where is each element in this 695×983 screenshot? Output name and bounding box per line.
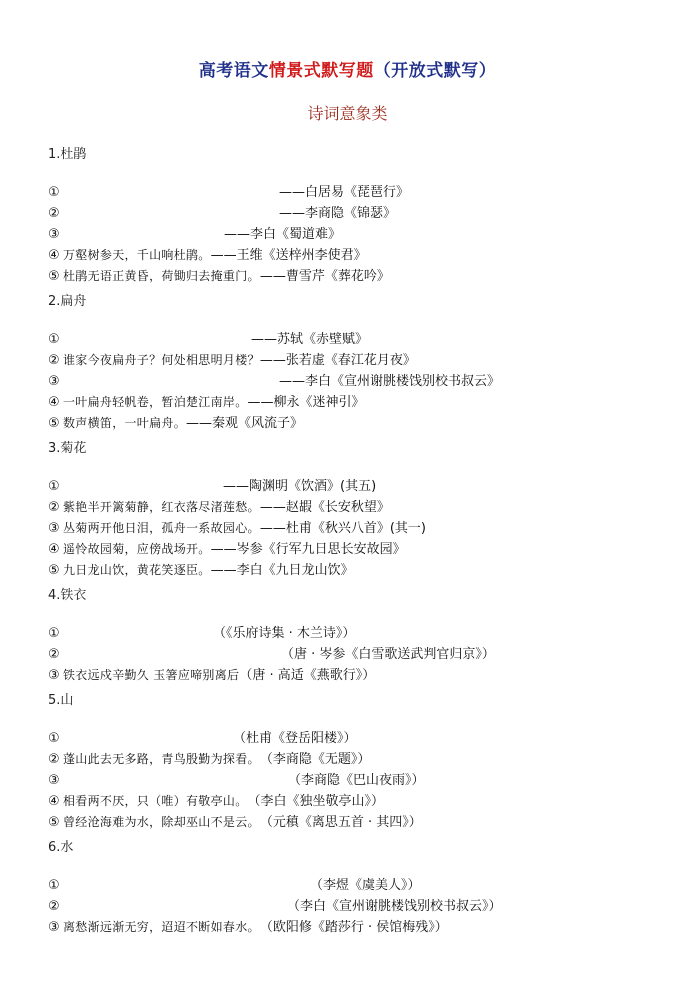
poem-quote: 一叶扁舟轻帆卷，暂泊楚江南岸。: [63, 395, 248, 409]
attribution: ——陶渊明《饮酒》(其五): [223, 479, 377, 494]
attribution: （李白《宣州谢朓楼饯别校书叔云》）: [287, 899, 502, 914]
title-part-1: 高考语文: [198, 61, 269, 81]
section-bianzhou: [48, 292, 678, 434]
poem-quote: 谁家今夜扁舟子？何处相思明月楼？: [63, 353, 260, 367]
section-tieyi: [48, 586, 678, 686]
attribution: （杜甫《登岳阳楼》）: [233, 731, 357, 746]
answer-line: [48, 623, 678, 644]
attribution: ——赵嘏《长安秋望》: [259, 500, 390, 515]
answer-line: [48, 329, 678, 350]
answer-line: [48, 791, 678, 812]
item-number: ④: [48, 248, 60, 263]
attribution: ——李白《宣州谢朓楼饯别校书叔云》: [279, 374, 501, 389]
title-part-2: 情景式默写题: [268, 61, 374, 81]
section-heading: 2.扁舟: [48, 294, 87, 309]
item-number: ③: [48, 773, 60, 788]
attribution: ——王维《送梓州李使君》: [210, 248, 367, 263]
item-number: ①: [48, 878, 60, 893]
answer-line: [48, 224, 678, 245]
section-heading: 4.铁衣: [48, 588, 87, 603]
item-number: ③: [48, 920, 60, 935]
answer-line: [48, 518, 678, 539]
poem-quote: 杜鹃无语正黄昏，荷锄归去掩重门。: [63, 269, 260, 283]
section-heading: 5.山: [48, 693, 74, 708]
answer-line: [48, 749, 678, 770]
item-number: ②: [48, 353, 60, 368]
item-number: ③: [48, 668, 60, 683]
attribution: ——白居易《琵琶行》: [279, 185, 410, 200]
item-number: ④: [48, 794, 60, 809]
attribution: （李商隐《巴山夜雨》）: [288, 773, 425, 788]
poem-quote: 相看两不厌，只（唯）有敬亭山。: [63, 794, 248, 808]
answer-line: [48, 560, 678, 581]
poem-quote: 紫艳半开篱菊静，红衣落尽渚莲愁。: [63, 500, 260, 514]
item-number: ②: [48, 752, 60, 767]
item-number: ⑤: [48, 416, 60, 431]
item-number: ②: [48, 206, 60, 221]
item-number: ⑤: [48, 269, 60, 284]
item-number: ①: [48, 332, 60, 347]
answer-line: [48, 644, 678, 665]
answer-line: [48, 182, 678, 203]
item-number: ①: [48, 185, 60, 200]
item-number: ②: [48, 500, 60, 515]
attribution: （唐 · 高适《燕歌行》）: [239, 668, 376, 683]
attribution: ——李商隐《锦瑟》: [279, 206, 397, 221]
answer-line: [48, 266, 678, 287]
answer-line: [48, 371, 678, 392]
item-number: ④: [48, 395, 60, 410]
answer-line: [48, 350, 678, 371]
section-dujuan: [48, 145, 678, 287]
item-number: ③: [48, 521, 60, 536]
answer-line: [48, 539, 678, 560]
attribution: ——秦观《风流子》: [186, 416, 304, 431]
answer-line: [48, 812, 678, 833]
answer-line: [48, 728, 678, 749]
page-title: [0, 56, 695, 81]
poem-quote: 曾经沧海难为水，除却巫山不是云。: [63, 815, 260, 829]
section-juhua: [48, 439, 678, 581]
poem-quote: 万壑树参天，千山响杜鹃。: [63, 248, 211, 262]
answer-line: [48, 917, 678, 938]
attribution: ——李白《九日龙山饮》: [210, 563, 354, 578]
answer-line: [48, 665, 678, 686]
answer-line: [48, 392, 678, 413]
item-number: ③: [48, 227, 60, 242]
attribution: ——柳永《迷神引》: [247, 395, 365, 410]
answer-line: [48, 497, 678, 518]
attribution: （李商隐《无题》）: [259, 752, 371, 767]
poem-quote: 丛菊两开他日泪，孤舟一系故园心。: [63, 521, 260, 535]
attribution: （元稹《离思五首 · 其四》）: [259, 815, 422, 830]
section-shan: [48, 691, 678, 833]
answer-line: [48, 770, 678, 791]
answer-line: [48, 245, 678, 266]
section-shui: [48, 838, 678, 938]
attribution: （李煜《虞美人》）: [310, 878, 421, 893]
attribution: ——曹雪芹《葬花吟》: [259, 269, 390, 284]
attribution: ——岑参《行军九日思长安故园》: [210, 542, 406, 557]
item-number: ⑤: [48, 815, 60, 830]
poem-quote: 铁衣远戍辛勤久 玉箸应啼别离后: [63, 668, 240, 682]
poem-quote: 遥怜故园菊，应傍战场开。: [63, 542, 211, 556]
poem-quote: 蓬山此去无多路，青鸟殷勤为探看。: [63, 752, 260, 766]
answer-line: [48, 203, 678, 224]
answer-line: [48, 413, 678, 434]
item-number: ②: [48, 899, 60, 914]
attribution: （欧阳修《踏莎行 · 侯馆梅残》）: [259, 920, 448, 935]
attribution: ——李白《蜀道难》: [224, 227, 342, 242]
poem-quote: 离愁渐远渐无穷，迢迢不断如春水。: [63, 920, 260, 934]
section-heading: 1.杜鹃: [48, 147, 87, 162]
answer-line: [48, 875, 678, 896]
attribution: （《乐府诗集 · 木兰诗》）: [213, 626, 356, 641]
item-number: ①: [48, 731, 60, 746]
item-number: ①: [48, 479, 60, 494]
attribution: ——张若虚《春江花月夜》: [259, 353, 416, 368]
attribution: （李白《独坐敬亭山》）: [247, 794, 385, 809]
item-number: ①: [48, 626, 60, 641]
title-part-3: （开放式默写）: [373, 61, 497, 81]
attribution: ——杜甫《秋兴八首》(其一): [259, 521, 426, 536]
attribution: （唐 · 岑参《白雪歌送武判官归京》）: [281, 647, 495, 662]
poem-quote: 九日龙山饮，黄花笑逐臣。: [63, 563, 211, 577]
attribution: ——苏轼《赤壁赋》: [251, 332, 369, 347]
section-heading: 3.菊花: [48, 441, 87, 456]
item-number: ②: [48, 647, 60, 662]
item-number: ⑤: [48, 563, 60, 578]
item-number: ③: [48, 374, 60, 389]
section-heading: 6.水: [48, 840, 74, 855]
answer-line: [48, 896, 678, 917]
page-subtitle: 诗词意象类: [307, 104, 388, 123]
answer-line: [48, 476, 678, 497]
poem-quote: 数声横笛，一叶扁舟。: [63, 416, 187, 430]
item-number: ④: [48, 542, 60, 557]
